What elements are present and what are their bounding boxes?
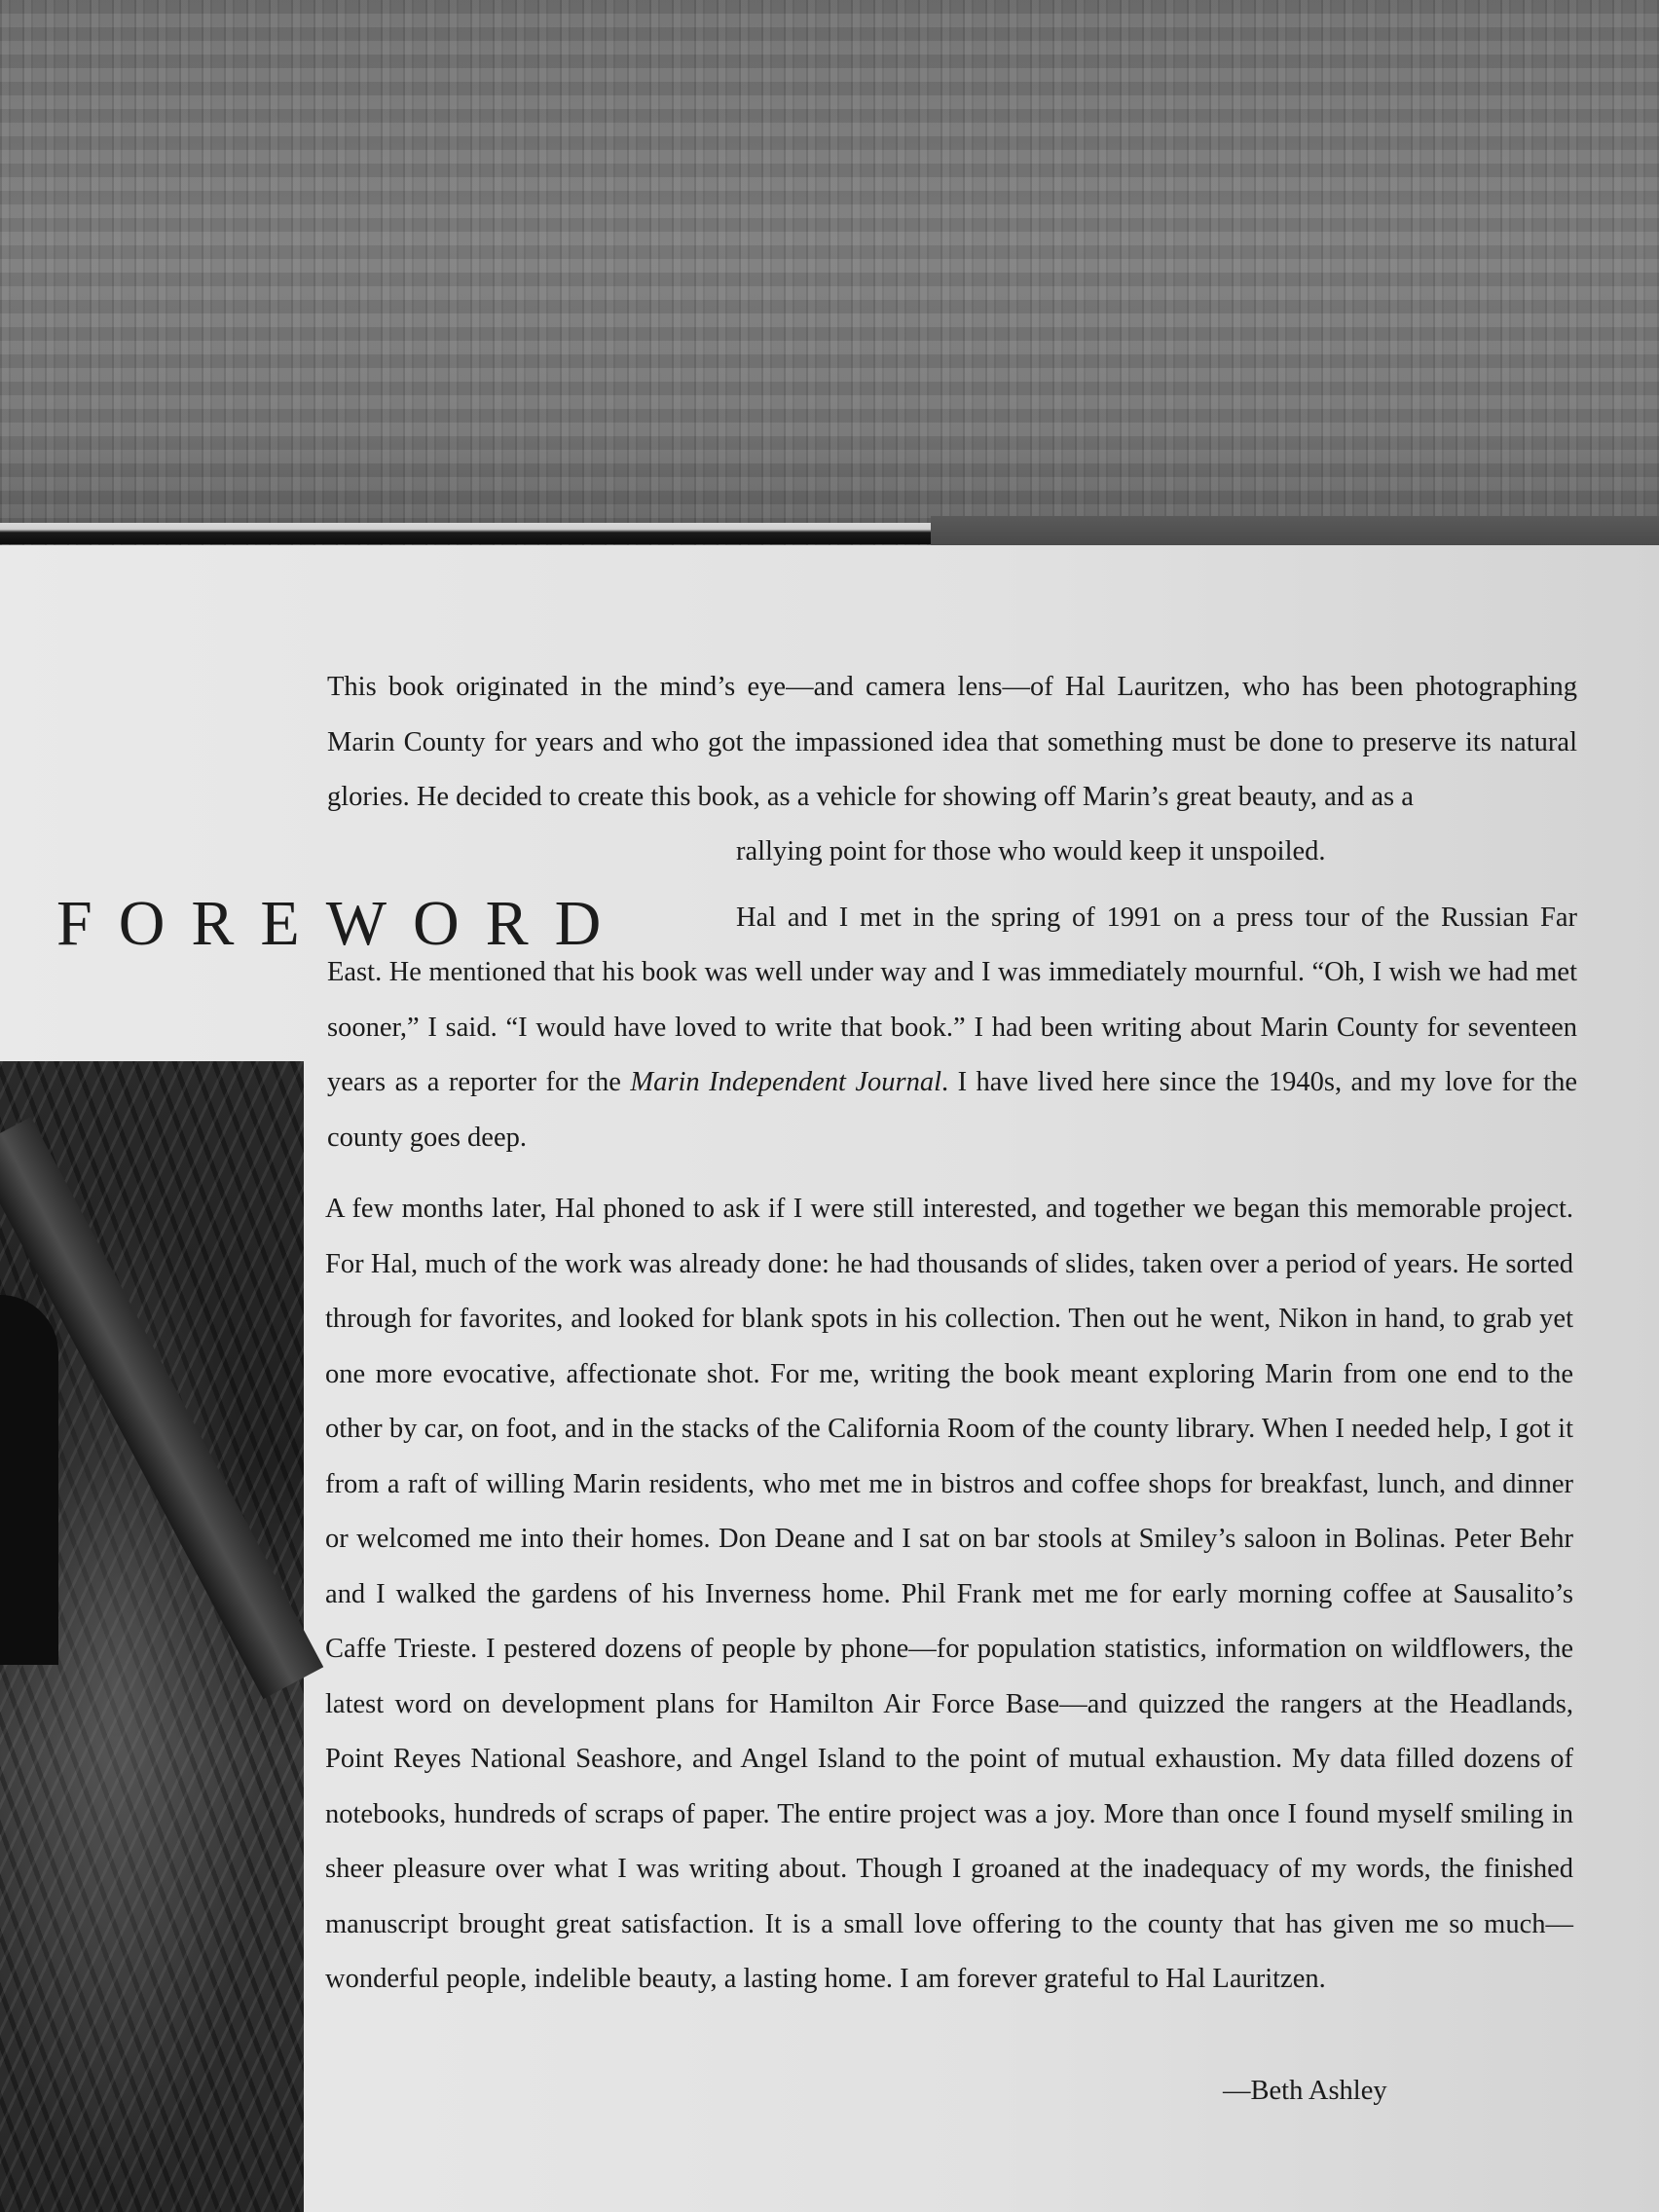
photo-arch-shadow — [0, 1295, 58, 1665]
paragraph-1: This book originated in the mind’s eye—and camera lens—of Hal Lauritzen, who has been photographing Marin County for years and who got the impassioned idea that something must be done to preserve its natural glories. He decided to create this book, as a vehicle for showing off Marin’s great beauty, and as a — [327, 672, 1577, 812]
page-shadow — [931, 516, 1659, 545]
paragraph-2-text-b: . I have lived here since the 1940s, and my love for the county goes deep. — [327, 1067, 1577, 1153]
paragraph-2-first-line: Hal and I met in the spring of 1991 on a press tour of the Russian Far — [736, 903, 1577, 933]
author-signature: —Beth Ashley — [1223, 2076, 1387, 2106]
paragraph-2-text-a: East. He mentioned that his book was well under way and I was immediately mournful. “Oh, I wish we had met sooner,” I said. “I would have loved to write that book.” I had been writing about Marin County for seventeen years as a reporter for the — [327, 957, 1577, 1097]
paragraph-1-last-line: rallying point for those who would keep it unspoiled. — [736, 836, 1326, 866]
book-cover-edge — [0, 523, 931, 544]
forest-photograph — [0, 1061, 304, 2212]
table-surface — [0, 0, 1659, 545]
paragraph-3: A few months later, Hal phoned to ask if I were still interested, and together we began this memorable project. For Hal, much of the work was already done: he had thousands of slides, taken over a period of years. He sorted through for favorites, and looked for blank spots in his collection. Then out he went, Nikon in hand, to grab yet one more evocative, affectionate shot. For me, writing the book meant exploring Marin from one end to the other by car, on foot, and in the stacks of the California Room of the county library. When I needed help, I got it from a raft of willing Marin residents, who met me in bistros and coffee shops for breakfast, lunch, and dinner or welcomed me into their homes. Don Deane and I sat on bar stools at Smiley’s saloon in Bolinas. Peter Behr and I walked the gardens of his Inverness home. Phil Frank met me for early morning coffee at Sausalito’s Caffe Trieste. I pestered dozens of people by phone—for population statistics, information on wildflowers, the latest word on development plans for Hamilton Air Force Base—and quizzed the rangers at the Headlands, Point Reyes National Seashore, and Angel Island to the point of mutual exhaustion. My data filled dozens of notebooks, hundreds of scraps of paper. The entire project was a joy. More than once I found myself smiling in sheer pleasure over what I was writing about. Though I groaned at the inadequacy of my words, the finished manuscript brought great satisfaction. It is a small love offering to the county that has given me so much—wonderful people, indelible beauty, a lasting home. I am forever grateful to Hal Lauritzen. — [325, 1194, 1573, 1994]
foreword-heading: FOREWORD — [56, 888, 628, 960]
paragraph-2 — [327, 945, 1577, 1165]
newspaper-title: Marin Independent Journal — [630, 1067, 942, 1097]
